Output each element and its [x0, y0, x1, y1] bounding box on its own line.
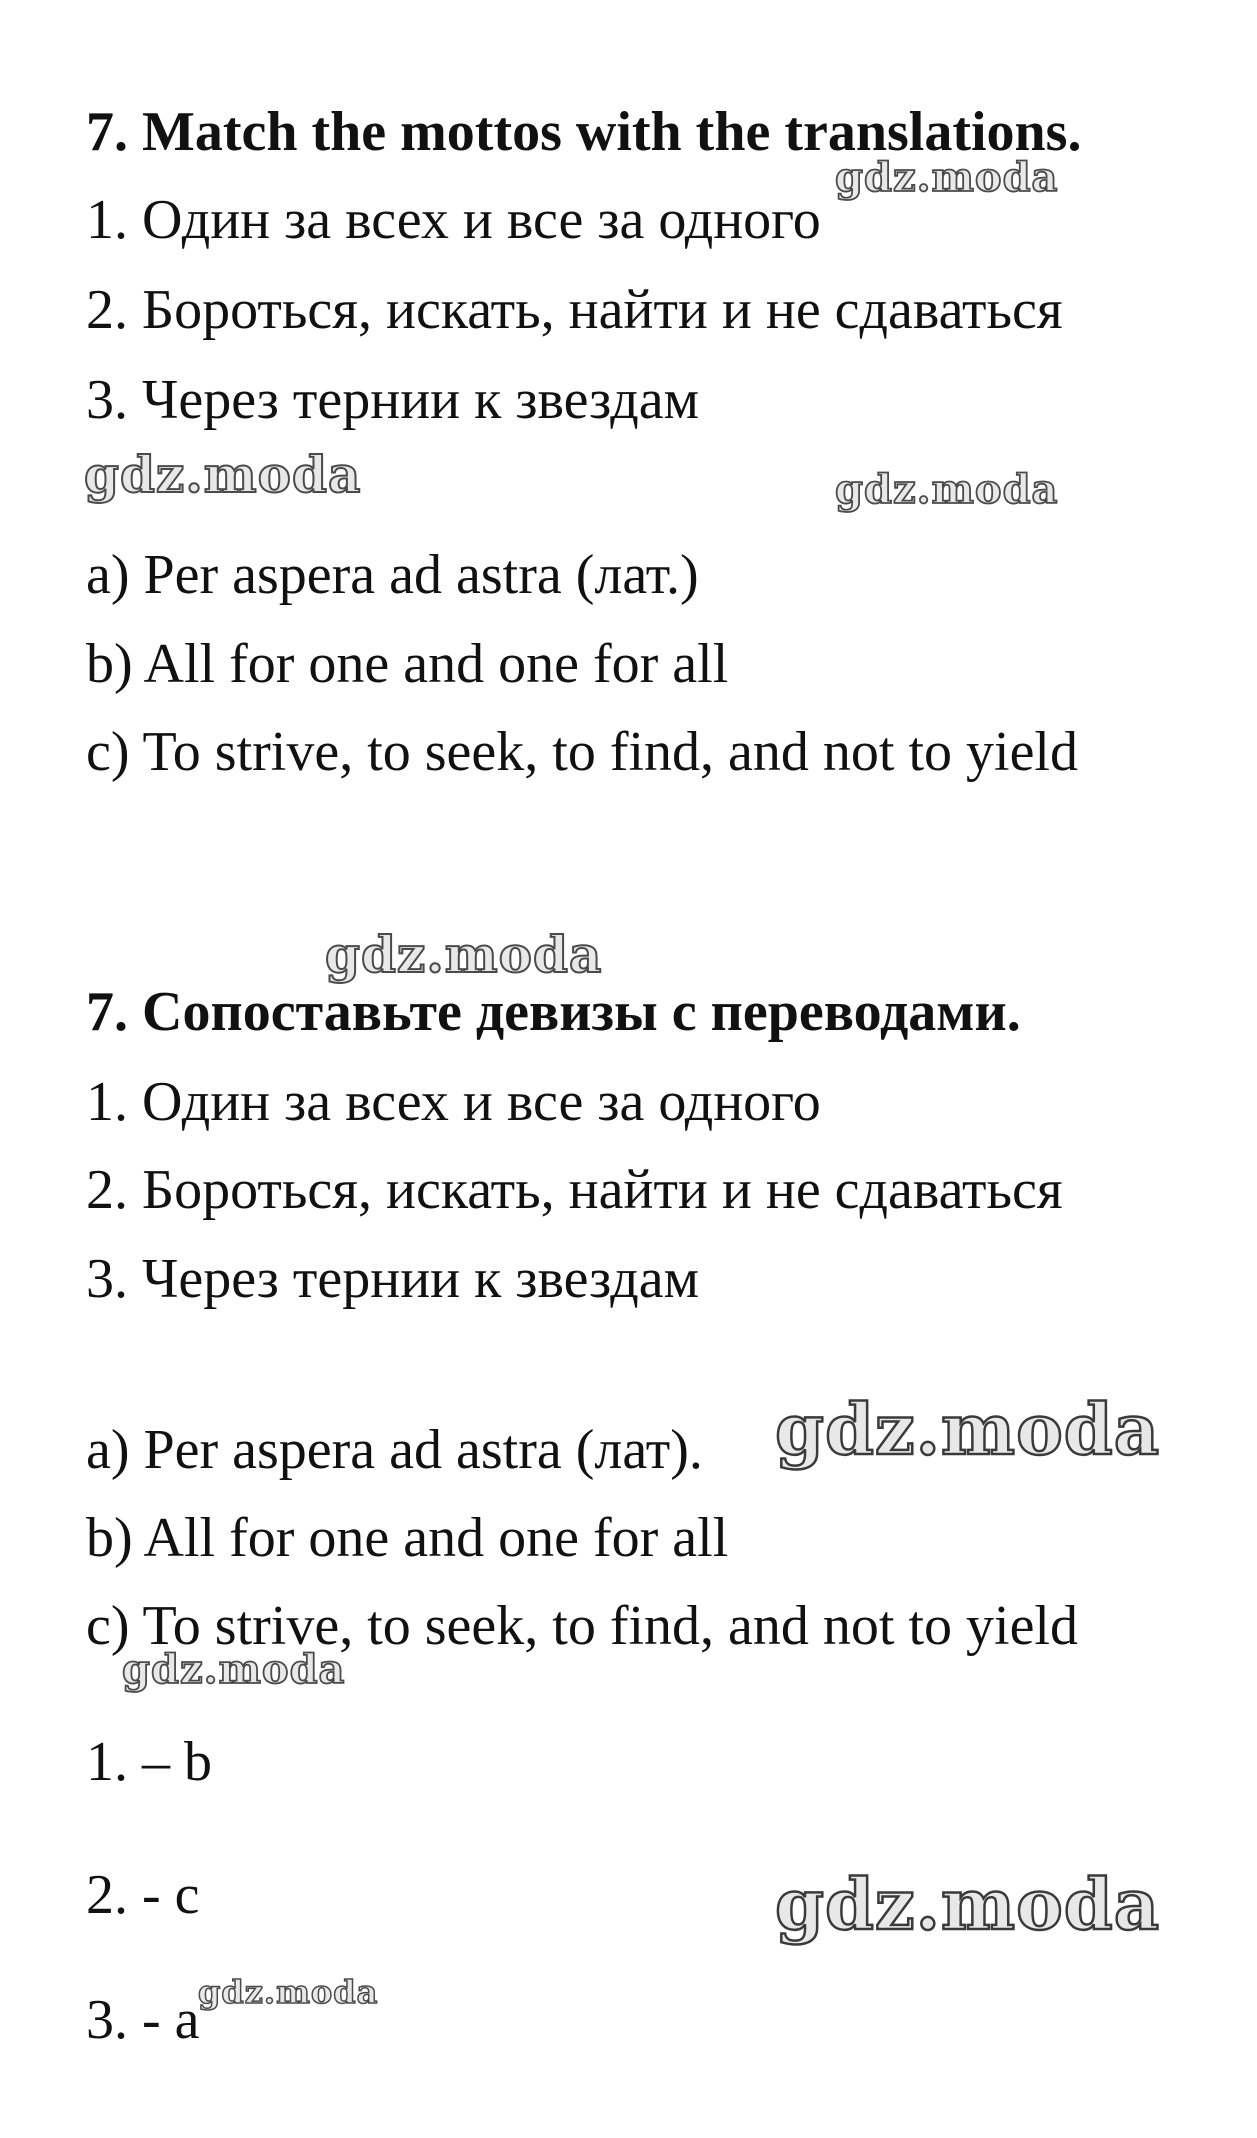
answer-3: 3. - a — [86, 1989, 200, 2051]
motto-item-3-ru: 3. Через тернии к звездам — [86, 1248, 700, 1310]
watermark-logo: gdz.moda — [775, 1388, 1161, 1471]
watermark-logo: gdz.moda — [325, 925, 603, 984]
watermark-logo: gdz.moda — [775, 1863, 1161, 1946]
answer-1: 1. – b — [86, 1731, 212, 1793]
exercise-heading-ru: 7. Сопоставьте девизы с переводами. — [86, 981, 1021, 1043]
motto-item-2: 2. Бороться, искать, найти и не сдаваться — [86, 279, 1063, 341]
motto-item-1-ru: 1. Один за всех и все за одного — [86, 1071, 821, 1133]
watermark-logo: gdz.moda — [835, 466, 1059, 513]
motto-item-1: 1. Один за всех и все за одного — [86, 189, 821, 251]
answer-2: 2. - c — [86, 1864, 200, 1926]
motto-item-2-ru: 2. Бороться, искать, найти и не сдаваться — [86, 1159, 1063, 1221]
translation-item-c-ru: c) To strive, to seek, to find, and not to yield — [86, 1595, 1078, 1657]
translation-item-a-ru: a) Per aspera ad astra (лат). — [86, 1419, 703, 1481]
watermark-logo: gdz.moda — [198, 1973, 379, 2011]
translation-item-b: b) All for one and one for all — [86, 633, 729, 695]
watermark-logo: gdz.moda — [122, 1646, 346, 1693]
translation-item-c: c) To strive, to seek, to find, and not to yield — [86, 721, 1078, 783]
translation-item-b-ru: b) All for one and one for all — [86, 1507, 729, 1569]
watermark-logo: gdz.moda — [835, 154, 1059, 201]
exercise-heading-en: 7. Match the mottos with the translations. — [86, 101, 1082, 163]
watermark-logo: gdz.moda — [84, 445, 362, 504]
translation-item-a: a) Per aspera ad astra (лат.) — [86, 544, 699, 606]
motto-item-3: 3. Через тернии к звездам — [86, 369, 700, 431]
